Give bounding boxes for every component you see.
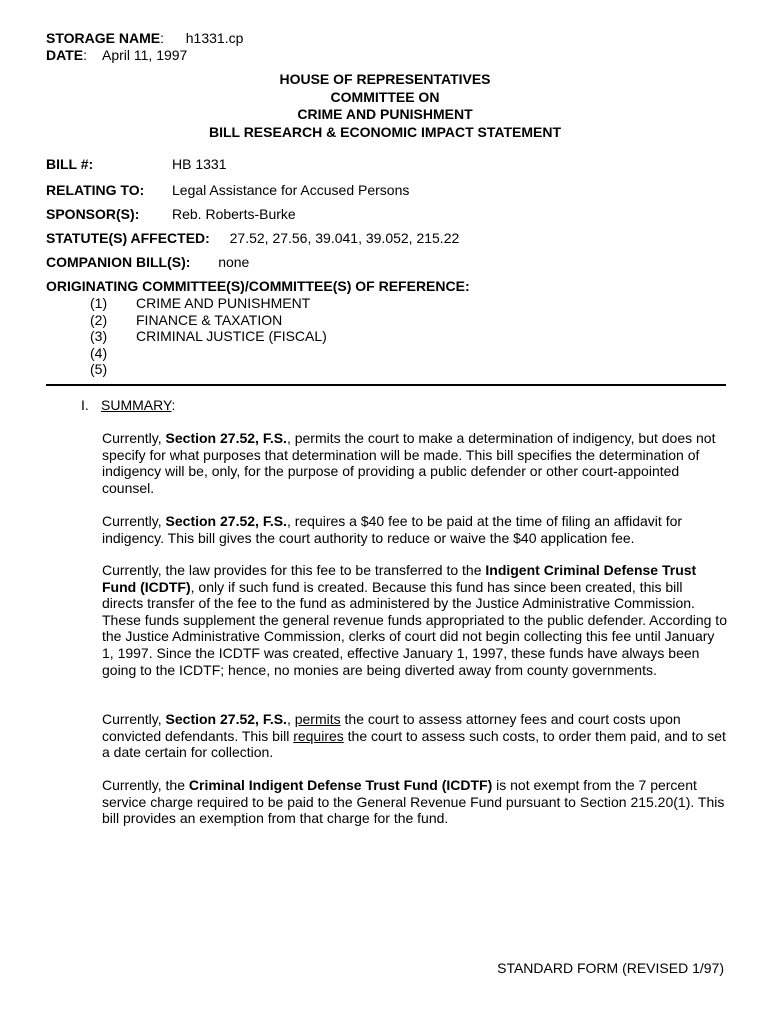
reference-item [90,361,327,378]
companion-row: COMPANION BILL(S): none [46,254,250,270]
text-run: is not exempt from the 7 percent service charge required to be paid to the General Revenue Fund pursuant to Section 215.20(1). This bill provides an exemption from that charge for the fund. [102,777,725,827]
text-run: Currently, the [102,777,189,793]
summary-paragraph-4 [102,711,727,761]
sponsor-row: SPONSOR(S): Reb. Roberts-Burke [46,206,296,222]
bill-number-label: BILL # [46,156,89,172]
title-line-4: BILL RESEARCH & ECONOMIC IMPACT STATEMENT [208,123,562,140]
fund-name: Indigent Criminal Defense Trust Fund (ICDTF) [102,562,697,595]
emphasis-permits: permits [294,711,341,727]
summary-heading: I. SUMMARY: [81,397,176,413]
date-label: DATE [46,47,84,63]
summary-paragraph-3 [102,562,727,678]
statutes-label: STATUTE(S) AFFECTED [46,230,206,246]
reference-name: CRIME AND PUNISHMENT [136,295,311,311]
summary-paragraph-5 [102,777,727,827]
reference-name: CRIMINAL JUSTICE (FISCAL) [136,328,327,345]
text-run: Currently, the law provides for this fee to be transferred to the [102,562,486,578]
companion-value: none [218,254,250,270]
relating-to-label: RELATING TO [46,182,140,198]
summary-paragraph-2 [102,513,727,546]
reference-item [90,345,327,362]
text-run: Currently, [102,711,166,727]
title-line-1: HOUSE OF REPRESENTATIVES [279,71,491,87]
text-run: Currently, [102,513,166,529]
statutes-value: 27.52, 27.56, 39.041, 39.052, 215.22 [229,230,460,246]
statute-reference: Section 27.52, F.S. [165,430,287,446]
title-line-2: COMMITTEE ON [330,88,440,105]
footer-form-label: STANDARD FORM (REVISED 1/97) [497,960,724,976]
reference-name: FINANCE & TAXATION [136,311,283,328]
reference-list [90,295,327,378]
text-run: , only if such fund is created. Because this fund has since been created, this bill directs transfer of the fee to the fund as administered by the Justice Administrative Commission. These funds supplement the general revenue funds appropriated to the public defender. According to the Justice Administrative Commission, clerks of court did not begin collecting this fee until January 1, 1997. Since the ICDTF was created, effective January 1, 1997, these funds have always been going to the ICDTF; hence, no monies are being diverted away from county governments. [102,578,727,678]
storage-name-line: STORAGE NAME: h1331.cp [46,30,244,46]
relating-to-row: RELATING TO: Legal Assistance for Accused Persons [46,182,410,198]
summary-paragraph-1 [102,430,727,496]
reference-item [90,312,327,329]
fund-name: Criminal Indigent Defense Trust Fund (ICDTF) [188,777,493,793]
emphasis-requires: requires [293,727,344,744]
text-run: the court to assess such costs, to order them paid, and to set a date certain for collection. [102,727,726,761]
reference-item [90,295,327,312]
text-run: , [286,711,295,727]
statutes-row: STATUTE(S) AFFECTED: 27.52, 27.56, 39.041, 39.052, 215.22 [46,230,460,246]
relating-to-value: Legal Assistance for Accused Persons [172,182,410,198]
reference-number: (5) [90,361,108,378]
companion-label: COMPANION BILL(S) [46,254,186,270]
text-run: the court to assess attorney fees and court costs upon convicted defendants. This bill [102,711,681,744]
section-divider [46,384,726,386]
date-line: DATE: April 11, 1997 [46,47,188,63]
bill-number-value: HB 1331 [172,156,227,172]
summary-title: SUMMARY [101,397,172,413]
reference-number: (3) [90,328,108,345]
text-run: Currently, [102,430,166,446]
statute-reference: Section 27.52, F.S. [165,711,287,727]
text-run: , permits the court to make a determination of indigency, but does not specify for what purposes that determination will be made. This bill specifies the determination of indigency will be, only, for the purpose of providing a public defender or other court-appointed counsel. [102,430,716,496]
originating-label: ORIGINATING COMMITTEE(S)/COMMITTEE(S) OF REFERENCE [46,278,465,294]
title-line-3: CRIME AND PUNISHMENT [297,106,473,122]
text-run: , requires a $40 fee to be paid at the time of filing an affidavit for indigency. This bill gives the court authority to reduce or waive the $40 application fee. [102,513,683,546]
originating-row: ORIGINATING COMMITTEE(S)/COMMITTEE(S) OF REFERENCE: [46,278,470,294]
sponsor-value: Reb. Roberts-Burke [172,206,296,222]
storage-name-value: h1331.cp [185,30,244,46]
reference-number: (1) [90,295,108,311]
reference-item [90,328,327,345]
statute-reference: Section 27.52, F.S. [165,513,287,529]
date-value: April 11, 1997 [101,47,188,63]
reference-number: (2) [90,311,108,328]
storage-name-label: STORAGE NAME [46,30,161,46]
sponsor-label: SPONSOR(S) [46,206,135,222]
bill-number-row: BILL #: HB 1331 [46,156,227,172]
reference-number: (4) [90,344,108,361]
summary-numeral: I. [81,397,89,413]
